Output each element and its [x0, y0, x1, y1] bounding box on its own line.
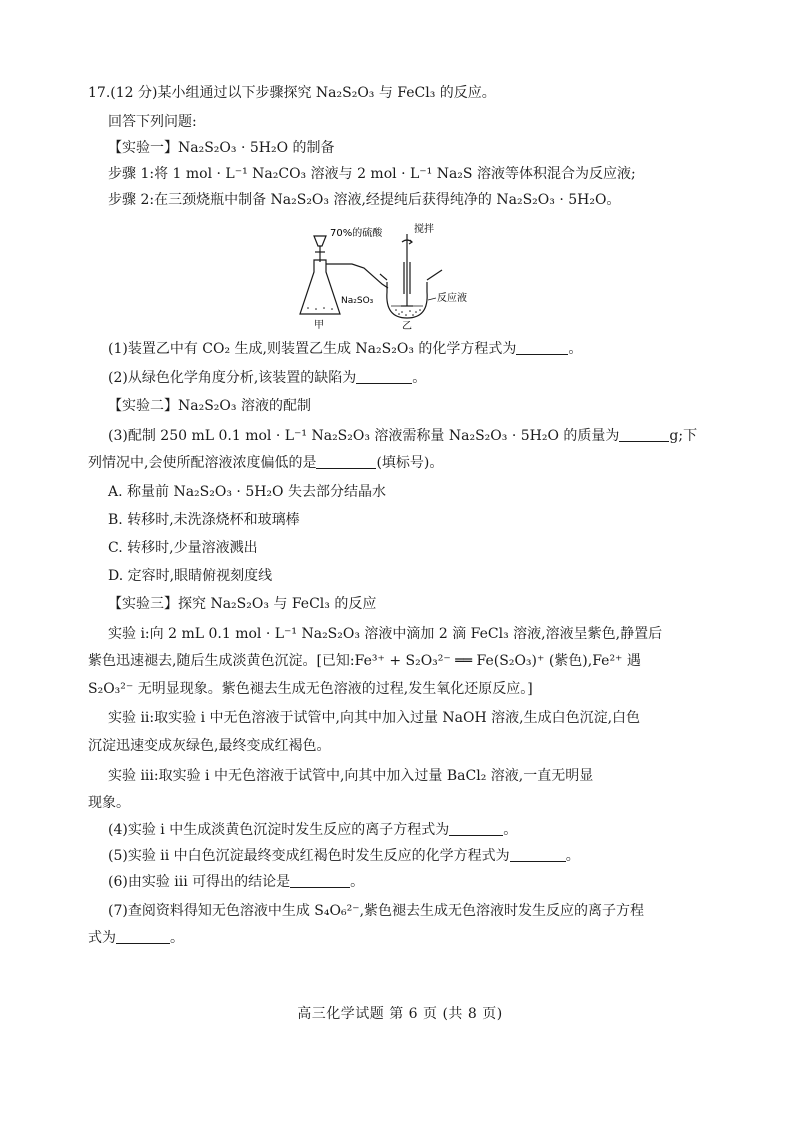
answer-blank[interactable]: [316, 454, 376, 469]
question-heading: 17.(12 分)某小组通过以下步骤探究 Na₂S₂O₃ 与 FeCl₃ 的反应。: [88, 85, 496, 101]
exp3-title: 【实验三】探究 Na₂S₂O₃ 与 FeCl₃ 的反应: [108, 596, 377, 612]
question-1: (1)装置乙中有 CO₂ 生成,则装置乙生成 Na₂S₂O₃ 的化学方程式为 。: [108, 341, 583, 357]
option-d: D. 定容时,眼睛俯视刻度线: [108, 568, 273, 584]
question-7-cont: 式为 。: [88, 930, 184, 946]
exp3-i-line3: S₂O₃²⁻ 无明显现象。紫色褪去生成无色溶液的过程,发生氧化还原反应。]: [88, 681, 533, 697]
answer-blank[interactable]: [356, 369, 412, 384]
exp3-iii-line2: 现象。: [88, 795, 130, 811]
label-acid: 70%的硫酸: [330, 228, 383, 239]
exp1-step1: 步骤 1:将 1 mol · L⁻¹ Na₂CO₃ 溶液与 2 mol · L⁻¹ Na₂S 溶液等体积混合为反应液;: [108, 166, 636, 182]
question-3-cont: 列情况中,会使所配溶液浓度偏低的是 (填标号)。: [88, 455, 444, 471]
answer-blank[interactable]: [510, 847, 566, 862]
exp1-step2: 步骤 2:在三颈烧瓶中制备 Na₂S₂O₃ 溶液,经提纯后获得纯净的 Na₂S₂O₃ · 5H₂O。: [108, 192, 621, 208]
answer-blank[interactable]: [290, 873, 350, 888]
exp3-iii-line1: 实验 iii:取实验 i 中无色溶液于试管中,向其中加入过量 BaCl₂ 溶液,一直无明显: [108, 768, 594, 784]
label-stir: 搅拌: [414, 224, 434, 235]
apparatus-diagram: [292, 222, 492, 332]
exp2-title: 【实验二】Na₂S₂O₃ 溶液的配制: [108, 398, 311, 414]
label-liquid: 反应液: [437, 293, 467, 304]
exp3-i-line1: 实验 i:向 2 mL 0.1 mol · L⁻¹ Na₂S₂O₃ 溶液中滴加 2 滴 FeCl₃ 溶液,溶液呈紫色,静置后: [108, 626, 663, 642]
label-flask-jia: 甲: [314, 320, 324, 331]
label-na2so3: Na₂SO₃: [341, 296, 374, 306]
option-a: A. 称量前 Na₂S₂O₃ · 5H₂O 失去部分结晶水: [108, 484, 386, 500]
question-3: (3)配制 250 mL 0.1 mol · L⁻¹ Na₂S₂O₃ 溶液需称量 Na₂S₂O₃ · 5H₂O 的质量为 g;下: [108, 428, 698, 444]
question-4: (4)实验 i 中生成淡黄色沉淀时发生反应的离子方程式为 。: [108, 822, 518, 838]
exp3-ii-line1: 实验 ii:取实验 i 中无色溶液于试管中,向其中加入过量 NaOH 溶液,生成白色沉淀,白色: [108, 710, 641, 726]
question-5: (5)实验 ii 中白色沉淀最终变成红褐色时发生反应的化学方程式为 。: [108, 848, 580, 864]
exp1-title: 【实验一】Na₂S₂O₃ · 5H₂O 的制备: [108, 140, 335, 156]
dropping-funnel: [314, 236, 326, 246]
exp3-i-line2: 紫色迅速褪去,随后生成淡黄色沉淀。[已知:Fe³⁺ + S₂O₃²⁻ ══ Fe(S₂O₃)⁺ (紫色),Fe²⁺ 遇: [88, 653, 641, 669]
answer-blank[interactable]: [116, 929, 170, 944]
option-c: C. 转移时,少量溶液溅出: [108, 540, 258, 556]
answer-prompt: 回答下列问题:: [108, 114, 197, 130]
exp3-ii-line2: 沉淀迅速变成灰绿色,最终变成红褐色。: [88, 738, 331, 754]
question-2: (2)从绿色化学角度分析,该装置的缺陷为 。: [108, 370, 427, 386]
answer-blank[interactable]: [516, 340, 568, 355]
option-b: B. 转移时,未洗涤烧杯和玻璃棒: [108, 512, 300, 528]
question-7: (7)查阅资料得知无色溶液中生成 S₄O₆²⁻,紫色褪去生成无色溶液时发生反应的离子方程: [108, 903, 645, 919]
page-footer: 高三化学试题 第 6 页 (共 8 页): [297, 1006, 503, 1022]
label-flask-yi: 乙: [402, 321, 412, 332]
question-6: (6)由实验 iii 可得出的结论是 。: [108, 874, 365, 890]
answer-blank[interactable]: [619, 427, 669, 442]
answer-blank[interactable]: [449, 821, 503, 836]
flask-jia: [300, 260, 340, 314]
